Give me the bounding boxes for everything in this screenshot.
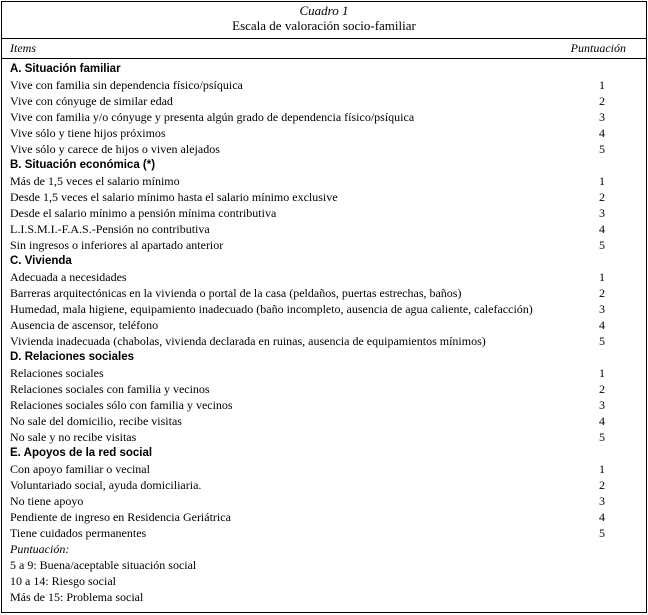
table-row: [2, 365, 646, 381]
item-score: 3: [599, 302, 605, 316]
table-caption: [2, 2, 646, 39]
item-score: 5: [599, 238, 605, 252]
item-text: Humedad, mala higiene, equipamiento inadecuado (baño incompleto, ausencia de agua caliente, calefacción): [10, 302, 533, 316]
item-score: 4: [599, 126, 605, 140]
item-score: 5: [599, 430, 605, 444]
caption-subtitle: Escala de valoración socio-familiar: [232, 18, 416, 33]
score-column-header: Puntuación: [570, 41, 626, 55]
section-title-apoyos-red-social: E. Apoyos de la red social: [10, 447, 153, 459]
item-text: Vive con familia sin dependencia físico/psíquica: [10, 78, 243, 92]
item-text: Pendiente de ingreso en Residencia Geriátrica: [10, 510, 231, 524]
table-row: [2, 141, 646, 157]
item-score: 2: [599, 382, 605, 396]
section-title-relaciones-sociales: D. Relaciones sociales: [10, 351, 135, 363]
table-row: [2, 189, 646, 205]
item-text: Barreras arquitectónicas en la vivienda o portal de la casa (peldaños, puertas estrechas, baños): [10, 286, 462, 300]
item-score: 3: [599, 398, 605, 412]
item-score: 4: [599, 414, 605, 428]
item-score: 1: [599, 174, 605, 188]
section-title-vivienda: C. Vivienda: [10, 255, 72, 267]
item-score: 1: [599, 462, 605, 476]
item-text: Vive sólo y tiene hijos próximos: [10, 126, 166, 140]
table-row: [2, 429, 646, 445]
item-text: Con apoyo familiar o vecinal: [10, 462, 150, 476]
caption-title: Cuadro 1: [299, 3, 349, 18]
table-row: [2, 461, 646, 477]
table-header: [2, 39, 646, 59]
item-text: Adecuada a necesidades: [10, 270, 127, 284]
item-text: Desde el salario mínimo a pensión mínima contributiva: [10, 206, 277, 220]
item-text: Voluntariado social, ayuda domiciliaria.: [10, 478, 202, 492]
item-score: 3: [599, 494, 605, 508]
table-row: [2, 93, 646, 109]
item-text: Tiene cuidados permanentes: [10, 526, 147, 540]
item-text: Vive sólo y carece de hijos o viven alejados: [10, 142, 220, 156]
section-title-situacion-economica: B. Situación económica (*): [10, 159, 156, 171]
table-row: [2, 269, 646, 285]
item-text: Sin ingresos o inferiores al apartado anterior: [10, 238, 224, 252]
table-row: [2, 493, 646, 509]
item-text: Vivienda inadecuada (chabolas, vivienda declarada en ruinas, ausencia de equipamientos mínimos): [10, 334, 486, 348]
table-row: [2, 381, 646, 397]
table-row: [2, 173, 646, 189]
legend-title: Puntuación:: [10, 542, 70, 556]
table-row: [2, 413, 646, 429]
item-text: No sale y no recibe visitas: [10, 430, 137, 444]
item-score: 4: [599, 510, 605, 524]
item-text: Más de 1,5 veces el salario mínimo: [10, 174, 180, 188]
table-row: [2, 221, 646, 237]
section-title-situacion-familiar: A. Situación familiar: [10, 63, 121, 75]
table-row: [2, 77, 646, 93]
table-row: [2, 125, 646, 141]
item-score: 5: [599, 142, 605, 156]
item-score: 3: [599, 206, 605, 220]
item-score: 4: [599, 222, 605, 236]
table-row: [2, 333, 646, 349]
item-text: Relaciones sociales: [10, 366, 104, 380]
item-text: Ausencia de ascensor, teléfono: [10, 318, 159, 332]
item-text: Relaciones sociales con familia y vecinos: [10, 382, 210, 396]
item-score: 2: [599, 286, 605, 300]
item-text: Desde 1,5 veces el salario mínimo hasta el salario mínimo exclusive: [10, 190, 338, 204]
item-score: 2: [599, 190, 605, 204]
table-row: [2, 317, 646, 333]
table-row: [2, 109, 646, 125]
item-text: Vive con cónyuge de similar edad: [10, 94, 173, 108]
item-score: 4: [599, 318, 605, 332]
item-score: 1: [599, 270, 605, 284]
scale-table: [1, 1, 647, 613]
item-score: 5: [599, 334, 605, 348]
item-text: L.I.S.M.I.-F.A.S.-Pensión no contributiva: [10, 222, 210, 236]
items-column-header: Items: [10, 41, 36, 55]
table-row: [2, 397, 646, 413]
table-row: [2, 525, 646, 541]
table-row: [2, 237, 646, 253]
table-row: [2, 301, 646, 317]
item-score: 1: [599, 366, 605, 380]
item-score: 3: [599, 110, 605, 124]
legend-row: 5 a 9: Buena/aceptable situación social: [10, 558, 197, 572]
table-row: [2, 477, 646, 493]
table-row: [2, 205, 646, 221]
item-text: No tiene apoyo: [10, 494, 84, 508]
item-score: 1: [599, 78, 605, 92]
item-score: 5: [599, 526, 605, 540]
item-score: 2: [599, 478, 605, 492]
item-text: Vive con familia y/o cónyuge y presenta algún grado de dependencia físico/psíquica: [10, 110, 415, 124]
table-row: [2, 509, 646, 525]
legend-row: 10 a 14: Riesgo social: [10, 574, 116, 588]
item-text: Relaciones sociales sólo con familia y vecinos: [10, 398, 233, 412]
legend-row: Más de 15: Problema social: [10, 590, 144, 604]
item-score: 2: [599, 94, 605, 108]
item-text: No sale del domicilio, recibe visitas: [10, 414, 182, 428]
table-row: [2, 285, 646, 301]
table-body: [2, 59, 646, 605]
